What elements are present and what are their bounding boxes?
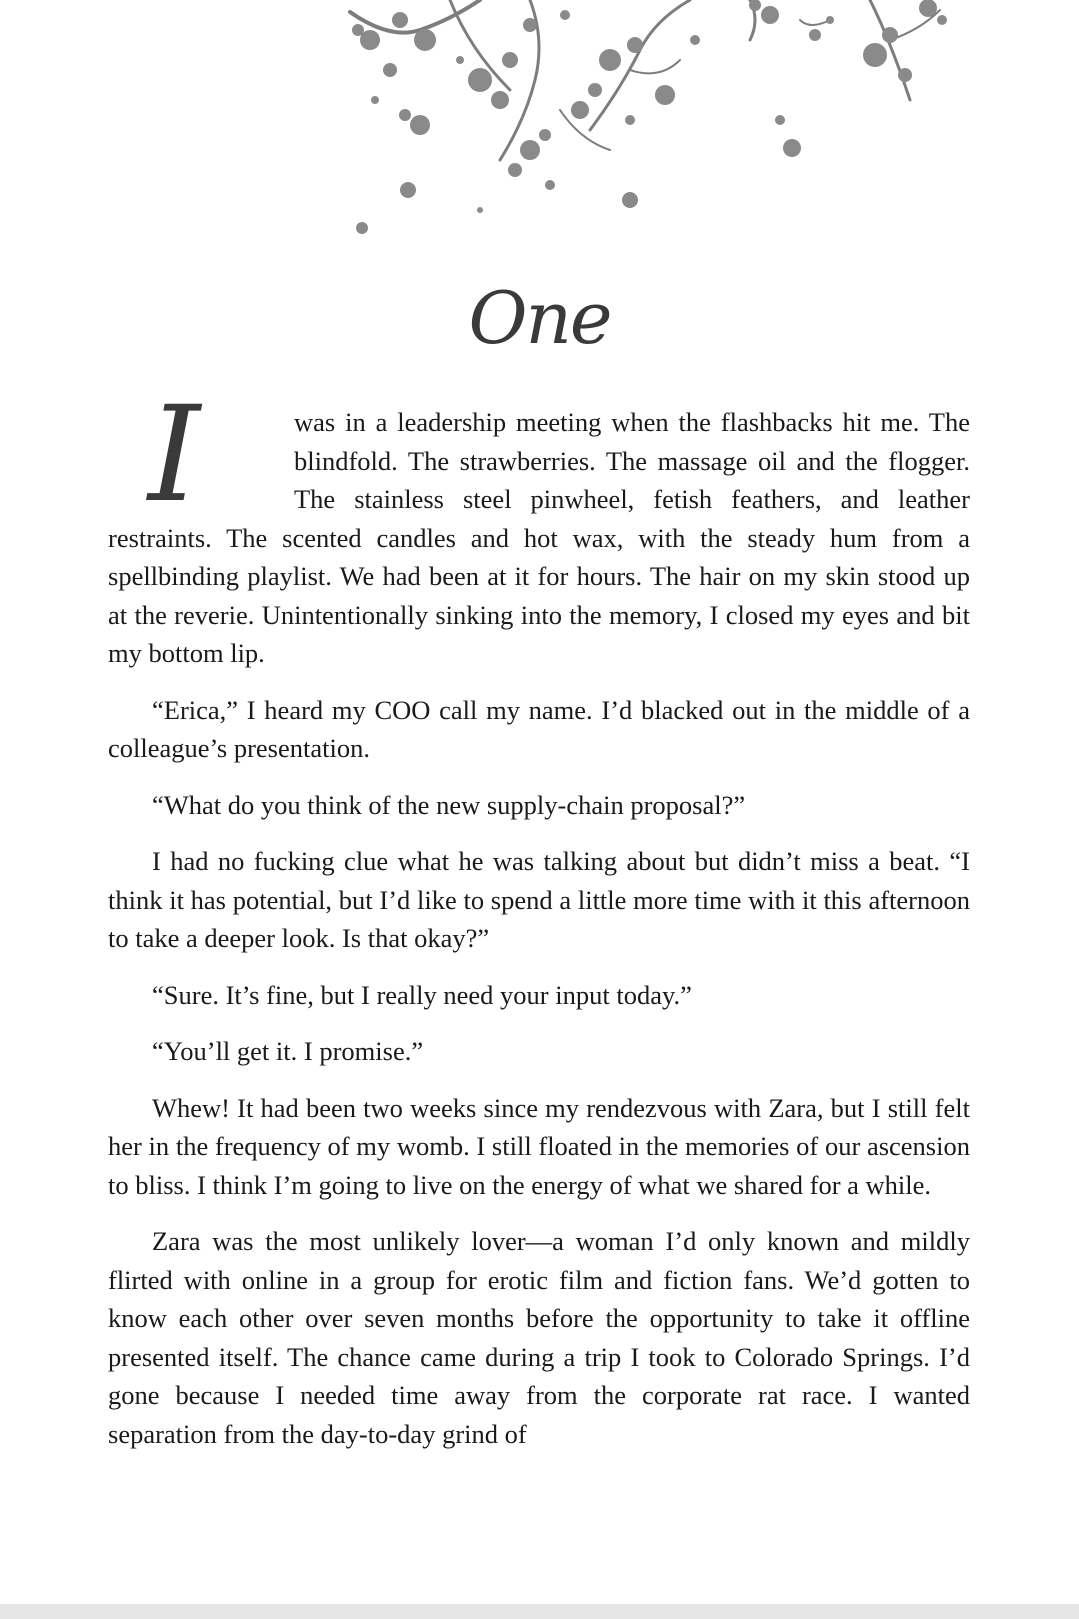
paragraph: “You’ll get it. I promise.” (152, 1036, 424, 1066)
paragraph: “Erica,” I heard my COO call my name. I’d blacked out in the middle of a colleague’s presentation. (108, 694, 970, 763)
paragraph: I had no fucking clue what he was talking about but didn’t miss a beat. “I think it has potential, but I’d like to spend a little more time with it this afternoon to take a deeper look. Is that okay?” (108, 846, 970, 953)
drop-cap (108, 378, 294, 532)
paragraph-text: was in a leadership meeting when the flashbacks hit me. The blindfold. The strawberries. The massage oil and the flogger. The stainless steel pinwheel, fetish feathers, and leather restraints. The scented candles and hot wax, with the steady hum from a spellbinding playlist. We had been at it for hours. The hair on my skin stood up at the reverie. Unintentionally sinking into the memory, I closed my eyes and bit my bottom lip. (108, 407, 970, 668)
paragraph: Zara was the most unlikely lover—a woman I’d only known and mildly flirted with online in a group for erotic film and fiction fans. We’d gotten to know each other over seven months before the opportunity to take it offline presented itself. The chance came during a trip I took to Colorado Springs. I’d gone because I needed time away from the corporate rat race. I wanted separation from the day-to-day grind of (108, 1226, 970, 1449)
bottom-bar (0, 1604, 1079, 1619)
chapter-title: One (468, 276, 611, 360)
paragraph: “Sure. It’s fine, but I really need your input today.” (152, 979, 692, 1010)
drop-cap-letter: I (148, 378, 201, 532)
cherry-blossom-branch-icon (330, 0, 990, 250)
chapter-body (108, 378, 970, 1471)
paragraph: Whew! It had been two weeks since my rendezvous with Zara, but I still felt her in the frequency of my womb. I still floated in the memories of our ascension to bliss. I think I’m going to live on the energy of what we shared for a while. (108, 1092, 970, 1200)
paragraph (108, 378, 970, 673)
paragraph: “What do you think of the new supply-chain proposal?” (152, 789, 746, 820)
